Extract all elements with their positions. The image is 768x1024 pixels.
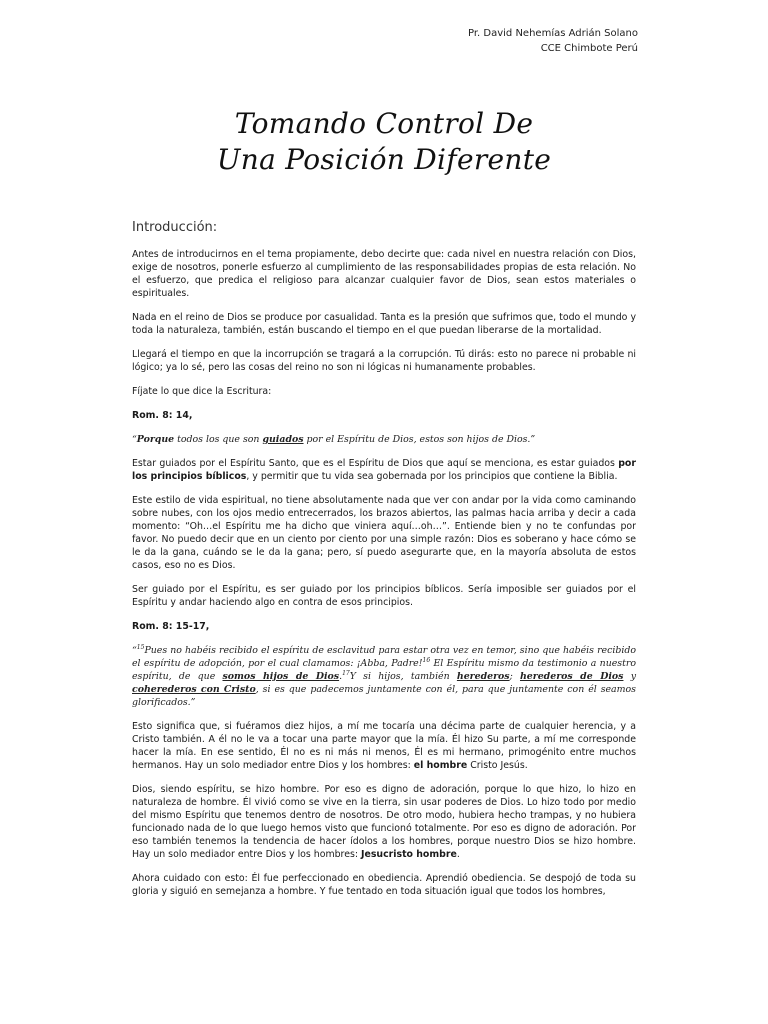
paragraph-text: Cristo Jesús. bbox=[467, 760, 528, 771]
verse-number: 17 bbox=[342, 669, 350, 677]
quote-underlined: herederos bbox=[456, 671, 510, 682]
title-line-1: Tomando Control De bbox=[234, 107, 534, 140]
quote-bold: Porque bbox=[136, 434, 175, 445]
paragraph: Nada en el reino de Dios se produce por casualidad. Tanta es la presión que sufrimos que, todo el mundo y toda la naturaleza, también, están buscando el tiempo en el que puedan liberarse de la mortalidad. bbox=[132, 312, 636, 336]
quote-underlined: coherederos con Cristo bbox=[132, 684, 256, 695]
quote-text: . bbox=[339, 671, 343, 682]
scripture-quote bbox=[132, 644, 636, 709]
author-header bbox=[468, 26, 638, 56]
verse-number: 16 bbox=[422, 656, 431, 664]
quote-open: “ bbox=[132, 434, 137, 445]
paragraph-text: Dios, siendo espíritu, se hizo hombre. Por eso es digno de adoración, porque lo que hizo, lo hizo en naturaleza de hombre. Él vivió como se vive en la tierra, sin usar poderes de Dios. Lo hizo todo por medio del mismo Espíritu que tenemos dentro de nosotros. De otro modo, hubiera hecho trampas, y no hubiera funcionado nada de lo que luego hemos visto que funcionó totalmente. Por eso es digno de adoración. Por eso también tenemos la tendencia de hacer ídolos a los hombres, porque nuestro Dios se hizo hombre. Hay un solo mediador entre Dios y los hombres: bbox=[132, 784, 636, 860]
paragraph-text: , y permitir que tu vida sea gobernada por los principios que contiene la Biblia. bbox=[246, 471, 618, 482]
author-church: CCE Chimbote Perú bbox=[540, 43, 638, 54]
paragraph-text: Esto significa que, si fuéramos diez hijos, a mí me tocaría una décima parte de cualquier herencia, y a Cristo también. A él no le va a tocar una parte mayor que la mía. Él hizo Su parte, a mí me corresponde hacer la mía. En ese sentido, Él no es ni más ni menos, Él es mi hermano, primogénito entre muchos hermanos. Hay un solo mediador entre Dios y los hombres: bbox=[132, 721, 636, 771]
quote-text: y bbox=[623, 671, 636, 682]
quote-text: , si es que padecemos juntamente con él, para que juntamente con él seamos glorificados.” bbox=[132, 684, 636, 708]
paragraph-text: . bbox=[456, 849, 460, 860]
quote-text: por el Espíritu de Dios, estos son hijos de Dios.” bbox=[303, 434, 536, 445]
paragraph-bold: Jesucristo hombre bbox=[361, 849, 457, 860]
quote-open: “ bbox=[132, 645, 137, 656]
paragraph: Llegará el tiempo en que la incorrupción se tragará a la corrupción. Tú dirás: esto no parece ni probable ni lógico; ya lo sé, pero las cosas del reino no son ni lógicas ni humanamente probables. bbox=[132, 349, 636, 373]
paragraph-text: Estar guiados por el Espíritu Santo, que es el Espíritu de Dios que aquí se menciona, es estar guiados bbox=[132, 458, 619, 469]
title-line-2: Una Posición Diferente bbox=[216, 143, 552, 176]
paragraph: Antes de introducirnos en el tema propiamente, debo decirte que: cada nivel en nuestra relación con Dios, exige de nosotros, ponerle esfuerzo al cumplimiento de las responsabilidades propias de esta relación. No el esfuerzo, que predica el religioso para alcanzar cualquier favor de Dios, sean estos materiales o espirituales. bbox=[132, 249, 636, 299]
document-title bbox=[0, 106, 768, 178]
paragraph: Ahora cuidado con esto: Él fue perfeccionado en obediencia. Aprendió obediencia. Se despojó de toda su gloria y siguió en semejanza a hombre. Y fue tentado en toda situación igual que todos los hombres, bbox=[132, 873, 636, 897]
quote-text: Pues no habéis recibido el espíritu de esclavitud para estar otra vez en temor, sino que habéis recibido el espíritu de adopción, por el cual clamamos: ¡Abba, Padre! bbox=[132, 645, 636, 669]
paragraph-bold: por los principios bíblicos bbox=[132, 458, 636, 482]
quote-underlined: guiados bbox=[262, 434, 304, 445]
scripture-reference: Rom. 8: 14, bbox=[132, 410, 193, 421]
quote-text: El Espíritu mismo da testimonio a nuestro espíritu, de que bbox=[132, 658, 636, 682]
paragraph bbox=[132, 457, 636, 483]
document-body bbox=[132, 248, 636, 909]
paragraph bbox=[132, 783, 636, 861]
paragraph: Ser guiado por el Espíritu, es ser guiado por los principios bíblicos. Sería imposible ser guiados por el Espíritu y andar haciendo algo en contra de esos principios. bbox=[132, 584, 636, 608]
scripture-quote bbox=[132, 433, 636, 446]
paragraph: Fíjate lo que dice la Escritura: bbox=[132, 386, 272, 397]
verse-number: 15 bbox=[136, 643, 145, 651]
paragraph: Este estilo de vida espiritual, no tiene absolutamente nada que ver con andar por la vida como caminando sobre nubes, con los ojos medio entrecerrados, los brazos abiertos, las palmas hacia arriba y decir a cada momento: “Oh…el Espíritu me ha dicho que viniera aquí…oh…”. Entiende bien y no te confundas por favor. No puedo decir que en un ciento por ciento por una simple razón: Dios es soberano y hace cómo se le da la gana, cuándo se le da la gana; pero, sí puedo asegurarte que, en la mayoría absoluta de estos casos, eso no es Dios. bbox=[132, 495, 636, 571]
quote-underlined: herederos de Dios bbox=[519, 671, 624, 682]
paragraph bbox=[132, 720, 636, 772]
author-name: Pr. David Nehemías Adrián Solano bbox=[468, 28, 638, 39]
paragraph-bold: el hombre bbox=[413, 760, 468, 771]
section-heading-intro: Introducción: bbox=[132, 220, 218, 235]
quote-text: todos los que son bbox=[174, 434, 263, 445]
quote-text: ; bbox=[509, 671, 520, 682]
scripture-reference: Rom. 8: 15-17, bbox=[132, 621, 210, 632]
quote-underlined: somos hijos de Dios bbox=[222, 671, 340, 682]
quote-text: Y si hijos, también bbox=[349, 671, 457, 682]
